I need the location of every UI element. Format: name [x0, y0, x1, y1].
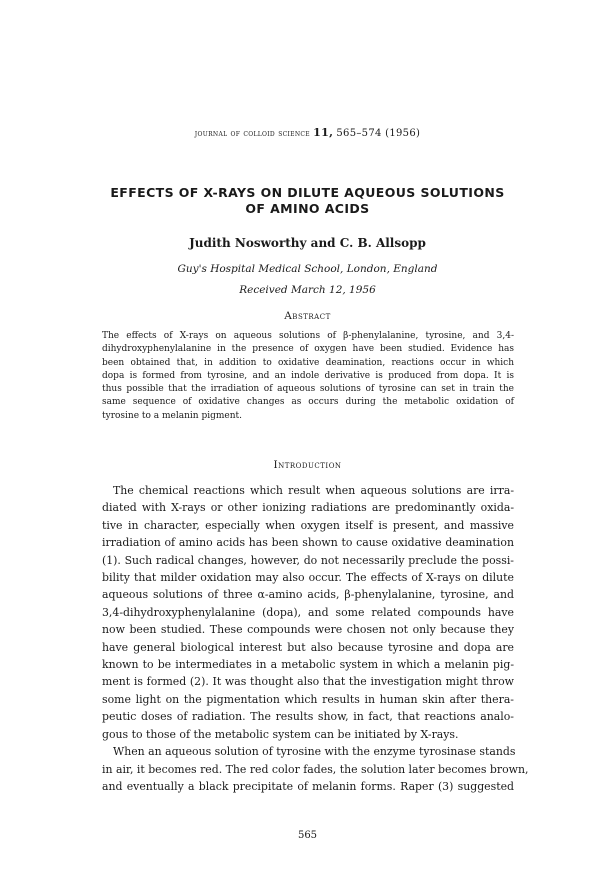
title-line-1: EFFECTS OF X-RAYS ON DILUTE AQUEOUS SOLUTIONS: [110, 185, 505, 200]
body-line: (1). Such radical changes, however, do not necessarily preclude the possi-: [102, 553, 514, 567]
abstract-heading: Abstract: [284, 310, 331, 322]
body-line: The chemical reactions which result when aqueous solutions are irra-: [113, 484, 514, 497]
received-date: Received March 12, 1956: [239, 284, 376, 296]
introduction-text: [102, 482, 529, 795]
running-head: [0, 126, 615, 139]
body-line: in air, it becomes red. The red color fades, the solution later becomes brown,: [102, 762, 529, 776]
body-line: bility that milder oxidation may also occur. The effects of X-rays on dilute: [102, 571, 514, 585]
body-line: peutic doses of radiation. The results show, in fact, that reactions analo-: [102, 710, 514, 724]
body-line: some light on the pigmentation which results in human skin after thera-: [102, 692, 514, 706]
abstract-line: dihydroxyphenylalanine in the presence of oxygen have been studied. Evidence has: [102, 344, 514, 355]
body-line: gous to those of the metabolic system can be initiated by X-rays.: [102, 727, 459, 741]
affiliation: Guy's Hospital Medical School, London, England: [177, 263, 438, 275]
body-line: now been studied. These compounds were chosen not only because they: [102, 623, 514, 637]
abstract-line: The effects of X-rays on aqueous solutions of β-phenylalanine, tyrosine, and 3,4-: [102, 331, 514, 341]
body-line: diated with X-rays or other ionizing radiations are predominantly oxida-: [102, 501, 514, 515]
journal-pages: 565–574 (1956): [336, 128, 421, 139]
abstract-line: dopa is formed from tyrosine, and an indole derivative is produced from dopa. It is: [102, 370, 514, 381]
body-line: tive in character, especially when oxygen itself is present, and massive: [102, 518, 514, 532]
abstract-text: [102, 330, 514, 423]
abstract-line: same sequence of oxidative changes as occurs during the metabolic oxidation of: [102, 397, 514, 408]
body-line: have general biological interest but also because tyrosine and dopa are: [102, 640, 514, 654]
body-line: aqueous solutions of three α-amino acids, β-phenylalanine, tyrosine, and: [102, 588, 514, 602]
title-line-2: OF AMINO ACIDS: [245, 201, 370, 216]
abstract-line: tyrosine to a melanin pigment.: [102, 410, 242, 421]
body-line: 3,4-dihydroxyphenylalanine (dopa), and some related compounds have: [102, 605, 514, 619]
authors: Judith Nosworthy and C. B. Allsopp: [189, 236, 426, 250]
body-line: irradiation of amino acids has been shown to cause oxidative deamination: [102, 536, 514, 550]
page-number: 565: [297, 830, 318, 841]
body-line: and eventually a black precipitate of melanin forms. Raper (3) suggested: [102, 779, 514, 793]
body-line: known to be intermediates in a metabolic system in which a melanin pig-: [102, 658, 514, 672]
body-line: When an aqueous solution of tyrosine with the enzyme tyrosinase stands: [113, 745, 516, 759]
body-line: ment is formed (2). It was thought also that the investigation might throw: [102, 675, 514, 689]
introduction-heading: Introduction: [273, 459, 342, 471]
abstract-line: thus possible that the irradiation of aqueous solutions of tyrosine can set in train the: [102, 384, 514, 395]
journal-volume: 11,: [313, 126, 334, 139]
journal-name: journal of colloid science: [194, 129, 310, 139]
abstract-line: been obtained that, in addition to oxidative deamination, reactions occur in which: [102, 357, 514, 368]
article-title: [80, 185, 535, 217]
